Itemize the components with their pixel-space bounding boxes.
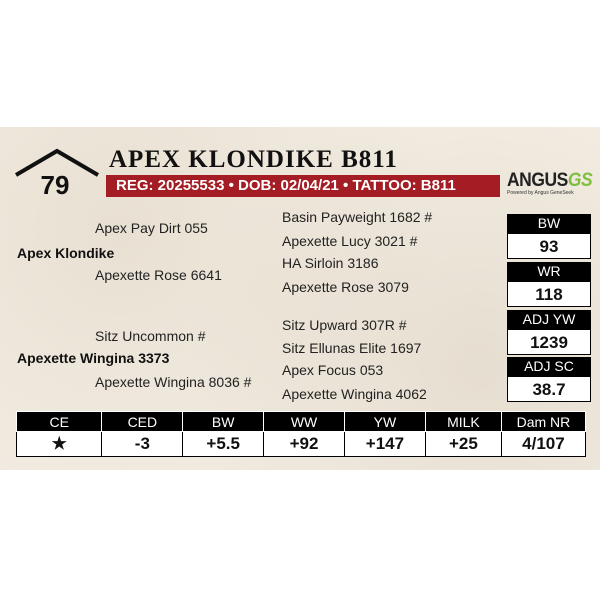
pedigree-great-8: Apexette Wingina 4062 bbox=[282, 386, 427, 402]
logo-main-text: ANGUSGS bbox=[507, 170, 593, 191]
epd-header-row bbox=[17, 412, 586, 432]
measure-bw-label: BW bbox=[507, 214, 591, 233]
epd-table bbox=[16, 411, 586, 457]
measure-wr-value: 118 bbox=[507, 281, 591, 307]
pedigree-great-4: Apexette Rose 3079 bbox=[282, 279, 409, 295]
epd-value-ce: ★ bbox=[17, 432, 102, 457]
epd-header-yw: YW bbox=[344, 412, 425, 432]
epd-value-milk: +25 bbox=[425, 432, 501, 457]
epd-value-bw: +5.5 bbox=[183, 432, 264, 457]
measure-wr-label: WR bbox=[507, 262, 591, 281]
measure-adj-sc-value: 38.7 bbox=[507, 376, 591, 402]
epd-header-milk: MILK bbox=[425, 412, 501, 432]
registration-bar: REG: 20255533 • DOB: 02/04/21 • TATTOO: B811 bbox=[106, 175, 500, 197]
pedigree-great-2: Apexette Lucy 3021 # bbox=[282, 233, 418, 249]
epd-value-row bbox=[17, 432, 586, 457]
epd-header-ced: CED bbox=[102, 412, 183, 432]
measure-adj-yw-label: ADJ YW bbox=[507, 310, 591, 329]
logo-tagline: Powered by Angus GeneSeek bbox=[507, 190, 574, 196]
epd-value-yw: +147 bbox=[344, 432, 425, 457]
pedigree-dam-dam: Apexette Wingina 8036 # bbox=[95, 374, 252, 390]
epd-value-ced: -3 bbox=[102, 432, 183, 457]
epd-header-dam-nr: Dam NR bbox=[501, 412, 585, 432]
pedigree-great-3: HA Sirloin 3186 bbox=[282, 255, 379, 271]
pedigree-great-7: Apex Focus 053 bbox=[282, 362, 384, 378]
pedigree-great-6: Sitz Ellunas Elite 1697 bbox=[282, 340, 422, 356]
measure-bw-value: 93 bbox=[507, 233, 591, 259]
pedigree-great-5: Sitz Upward 307R # bbox=[282, 317, 407, 333]
measure-adj-yw-value: 1239 bbox=[507, 329, 591, 355]
pedigree-sire: Apex Klondike bbox=[17, 245, 115, 261]
epd-value-dam-nr: 4/107 bbox=[501, 432, 585, 457]
pedigree-dam: Apexette Wingina 3373 bbox=[17, 350, 170, 366]
epd-header-ww: WW bbox=[264, 412, 345, 432]
pedigree-dam-sire: Sitz Uncommon # bbox=[95, 328, 206, 344]
epd-header-bw: BW bbox=[183, 412, 264, 432]
angus-gs-logo bbox=[507, 170, 591, 202]
epd-value-ww: +92 bbox=[264, 432, 345, 457]
animal-name: APEX KLONDIKE B811 bbox=[109, 146, 398, 173]
pedigree-great-1: Basin Payweight 1682 # bbox=[282, 209, 433, 225]
measure-adj-sc-label: ADJ SC bbox=[507, 357, 591, 376]
pedigree-sire-dam: Apexette Rose 6641 bbox=[95, 267, 222, 283]
lot-number: 79 bbox=[40, 170, 70, 200]
pedigree-sire-sire: Apex Pay Dirt 055 bbox=[95, 220, 208, 236]
epd-header-ce: CE bbox=[17, 412, 102, 432]
